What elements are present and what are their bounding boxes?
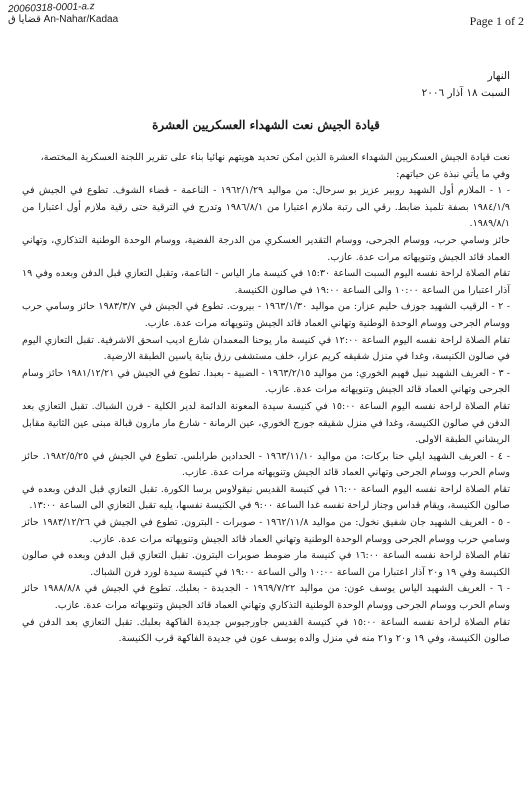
document-header — [8, 2, 128, 26]
paragraph: تقام الصلاة لراحة نفسه اليوم الساعة ١٦:٠٠ في كنيسة القديس نيقولاوس برسا الكورة. تقبل التعازي قبل الدفن وبعده في صالون الكنيسة، ويقام قداس وجناز لراحة نفسه غدا الساعة ٩:٠٠ في الكنيسة نفسها، يليه تقبل التعازي الى الساعة ١٣:٠٠. — [22, 483, 511, 512]
publication-date: السبت ١٨ آذار ٢٠٠٦ — [421, 87, 510, 99]
paragraph: - ٦ - العريف الشهيد الياس يوسف عون: من مواليد ١٩٦٩/٧/٢٢ - الجديدة - بعلبك. تطوع في الجيش في ١٩٨٨/٨/٨ حائز وسام الحرب ووسام الجرحى ووسام الوحدة الوطنية التذكاري وتهاني العماد قائد الجيش وتنويهاته مرات عدة. عازب. — [22, 583, 511, 612]
publication-name: النهار — [487, 70, 510, 82]
paragraph: - ٣ - العريف الشهيد نبيل فهيم الخوري: من مواليد ١٩٦٣/٢/١٥ - الضبية - بعبدا. تطوع في الجيش في ١٩٨١/١٢/٢١ حائز وسام الجرحى وتهاني العماد قائد الجيش وتنويهاته مرات عدة. عازب. — [22, 367, 511, 396]
source-label: An-Nahar/Kadaa قضايا ق — [8, 14, 119, 25]
page-number: Page 1 of 2 — [469, 14, 524, 28]
paragraph: - ٢ - الرقيب الشهيد جوزف حليم عزار: من مواليد ١٩٦٣/١/٣٠ - بيروت. تطوع في الجيش في ١٩٨٣/٣/٧ حائز وسامي حرب ووسام الجرحى ووسام الوحدة الوطنية وتهاني العماد قائد الجيش وتنويهاته مرات عدة. عازب. — [22, 301, 510, 329]
paragraph: - ٤ - العريف الشهيد ايلي حنا بركات: من مواليد ١٩٦٣/١١/١٠ - الحدادين طرابلس. تطوع في الجيش في ١٩٨٢/٥/٢٥. حائز وسام الحرب ووسام الجرحى وتهاني العماد قائد الجيش وتنويهاته مرات عدة. عازب. — [22, 450, 510, 479]
paragraph: - ١ - الملازم أول الشهيد روبير عزيز بو سرحال: من مواليد ١٩٦٢/١/٢٩ - الناعمة - قضاء الشوف. تطوع في الجيش في ١٩٨٤/١/٩ بصفة تلميذ ضابط. رقي الى رتبة ملازم اعتبارا من ١٩٨٦/٨/١ وتدرج في الترقية حتى رقية ملازم أول اعتبارا من ١٩٨٩/٨/١. — [22, 185, 511, 230]
paragraph: تقام الصلاة لراحة نفسه الساعة ١٥:٠٠ في كنيسة القديس جاورجيوس جديدة الفاكهة بعلبك. تقبل التعازي بعد الدفن في صالون الكنيسة، وفي ١٩ و٢٠ و٢١ منه في منزل والده يوسف عون في جديدة الفاكهة قرب الكنيسة. — [22, 616, 510, 645]
paragraph: تقام الصلاة لراحة نفسه الساعة ١٦:٠٠ في كنيسة مار ضومط صوبرات البترون. تقبل التعازي قبل الدفن وبعده في صالون الكنيسة وفي ١٩ و٢٠ آذار اعتبارا من الساعة ١٠:٠٠ والى الساعة ١٩:٠٠ في كنيسة سيدة لورد فرن الشباك. — [22, 550, 510, 578]
paragraph: تقام الصلاة لراحة نفسه اليوم الساعة ١٢:٠٠ في كنيسة مار يوحنا المعمدان شارع اديب اسحق الاشرفية. تقبل التعازي اليوم في صالون الكنيسة، وغدا في منزل شقيقه كريم عزار، خلف مستشفى رزق بناية ياسين الطبقة الارضية. — [22, 334, 510, 363]
paragraph: نعت قيادة الجيش العسكريين الشهداء العشرة الذين امكن تحديد هويتهم نهائيا بناء على تقرير اللجنة العسكرية المختصة، — [40, 152, 510, 163]
document-id: 20060318-0001-a.z — [7, 1, 95, 16]
paragraph: تقام الصلاة لراحة نفسه اليوم الساعة ١٥:٠٠ في كنيسة سيدة المعونة الدائمة لدير الكلية - فرن الشباك. تقبل التعازي بعد الدفن في صالون الكنيسة، وغدا في منزل شقيقه جورج الخوري، عين الرمانة - شارع مار مارون قبالة مبنى عين الثانية مقابل الريشاني الطبقة الاولى. — [22, 400, 511, 446]
article-title: قيادة الجيش نعت الشهداء العسكريين العشرة — [152, 118, 380, 132]
article-body — [22, 150, 510, 648]
paragraph: تقام الصلاة لراحة نفسه اليوم السبت الساعة ١٥:٣٠ في كنيسة مار الياس - الناعمة، وتقبل التعازي قبل الدفن وبعده وفي ١٩ آذار اعتبارا من الساعة ١٠:٠٠ والى الساعة ١٩:٠٠ في صالون الكنيسة. — [22, 268, 510, 296]
paragraph: حائز وسامي حرب، ووسام الجرحى، ووسام التقدير العسكري من الدرجة الفضية، ووسام الوحدة الوطنية التذكاري، وتهاني العماد قائد الجيش وتنويهاته مرات عدة. عازب. — [22, 234, 510, 263]
article-meta — [350, 68, 510, 102]
paragraph: وفي ما يأتي نبذة عن حياتهم: — [396, 168, 510, 180]
paragraph: - ٥ - العريف الشهيد جان شفيق نخول: من مواليد ١٩٦٢/١١/٨ - صوبرات - البترون. تطوع في الجيش في ١٩٨٣/١٢/٢٦ حائز وسامي حرب ووسام الجرحى ووسام الوحدة الوطنية وتهاني العماد قائد الجيش وتنويهاته مرات عدة. عازب. — [22, 517, 510, 545]
